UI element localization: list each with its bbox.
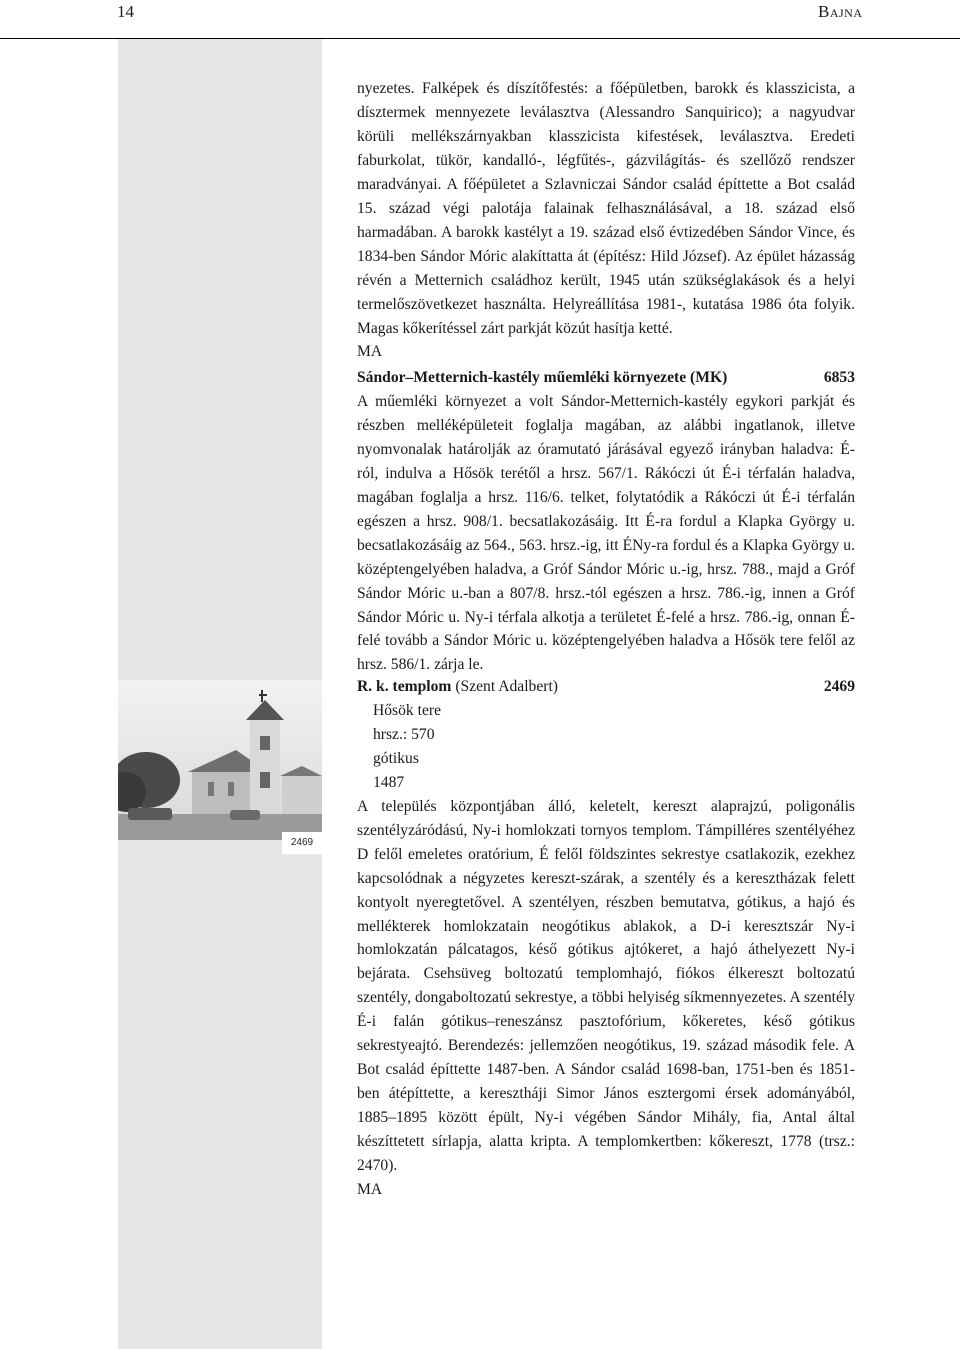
author-signature: MA bbox=[357, 343, 383, 361]
photo-caption: 2469 bbox=[282, 832, 322, 854]
location-line: Hősök tere bbox=[373, 701, 441, 719]
author-signature: MA bbox=[357, 1181, 383, 1199]
entry-body: A műemléki környezet a volt Sándor-Metternich-kastély egykori parkját és részben melléképületeit foglalja magában, az alábbi ingatlanok, illetve nyomvonalak határolják az óramutató járásával egyező irányban haladva: É-ról, indulva a Hősök terétől a hrsz. 567/1. Rákóczi út É-i térfalán haladva, magában foglalja a hrsz. 116/6. telket, folytatódik a Rákóczi út É-i térfalán egészen a hrsz. 908/1. becsatlakozásáig. Itt É-ra fordul a Klapka György u. becsatlakozásáig az 564., 563. hrsz.-ig, itt ÉNy-ra fordul és a Klapka György u. középtengelyében haladva, a Gróf Sándor Móric u.-ig, hrsz. 788., majd a Gróf Sándor Móric u.-ban a 807/8. hrsz.-tól egészen a hrsz. 786.-ig, innen a Gróf Sándor Móric u. Ny-i térfala alkotja a területet É-felé a hrsz. 786.-ig, onnan É-felé tovább a Sándor Móric u. középtengelyében haladva a Hősök tere felől az hrsz. 586/1. zárja le. bbox=[357, 392, 855, 674]
church-photo bbox=[118, 680, 322, 840]
hrsz-line: hrsz.: 570 bbox=[373, 725, 435, 743]
entry-number: 6853 bbox=[823, 369, 855, 386]
style-line: gótikus bbox=[373, 749, 419, 767]
entry-monument-environment bbox=[357, 366, 855, 677]
entry-church bbox=[357, 675, 855, 1202]
page-number: 14 bbox=[117, 2, 134, 21]
entry-title-row bbox=[357, 366, 855, 390]
entry-title-dedication: (Szent Adalbert) bbox=[455, 678, 558, 695]
year-line: 1487 bbox=[373, 773, 405, 791]
church-photo-illustration bbox=[118, 680, 322, 840]
entry-title bbox=[357, 675, 558, 699]
running-head: Bajna bbox=[818, 2, 863, 21]
entry-continuation bbox=[357, 77, 855, 364]
entry-title: Sándor–Metternich-kastély műemléki környezete (MK) bbox=[357, 369, 728, 386]
entry-title-bold: R. k. templom bbox=[357, 678, 452, 695]
entry-number: 2469 bbox=[823, 678, 855, 695]
entry-title-row bbox=[357, 675, 855, 699]
entry-continuation-text: nyezetes. Falképek és díszítőfestés: a főépületben, barokk és klasszicista, a dísztermek mennyezete leválasztva (Alessandro Sanquirico); a nagyudvar körüli mellékszárnyakban klasszicista kifestések, leválasztva. Eredeti faburkolat, tükör, kandalló-, légfűtés-, gázvilágítás- és szellőző rendszer maradványai. A főépületet a Szlavniczai Sándor család építtette a Bot család 15. század végi palotája falainak felhasználásával, a 18. század első harmadában. A barokk kastélyt a 19. század első évtizedében Sándor Vince, és 1834-ben Sándor Móric alakíttatta át (építész: Hild József). Az épület házasság révén a Metternich családhoz került, 1945 után szükséglakások és a helyi termelőszövetkezet használta. Helyreállítása 1981-, kutatása 1986 óta folyik. Magas kőkerítéssel zárt parkját közút hasítja ketté. bbox=[357, 80, 855, 337]
entry-body: A település központjában álló, keletelt, kereszt alaprajzú, poligonális szentélyzáródású, Ny-i homlokzati tornyos templom. Támpilléres szentélyéhez D felől emeletes oratórium, É felől földszintes sekrestye csatlakozik, ezekhez kapcsolódnak a négyzetes kereszt-szárak, a szentély és a keresztházak felett kontyolt nyeregtetővel. A szentélyen, részben bemutatva, gótikus, a hajó és mellékterek homlokzatain neogótikus ablakok, a D-i keresztszár Ny-i homlokzatán pálcatagos, késő gótikus ajtókeret, a hajó áthelyezett Ny-i bejárata. Csehsüveg boltozatú templomhajó, fiókos élkereszt boltozatú szentély, dongaboltozatú sekrestye, a többi helyiség síkmennyezetes. A szentély É-i falán gótikus–reneszánsz pasztofórium, kőkeretes, késő gótikus sekrestyeajtó. Berendezés: jellemzően neogótikus, 19. század második fele. A Bot család építtette 1487-ben. A Sándor család 1698-ban, 1751-ben és 1851-ben átépíttette, a keresztháji Simor János esztergomi érsek adományából, 1885–1895 között épült, Ny-i végében Sándor Mihály, fia, Antal által készíttetett sírlapja, alatta kripta. A templomkertben: kőkereszt, 1778 (trsz.: 2470). bbox=[357, 797, 855, 1175]
